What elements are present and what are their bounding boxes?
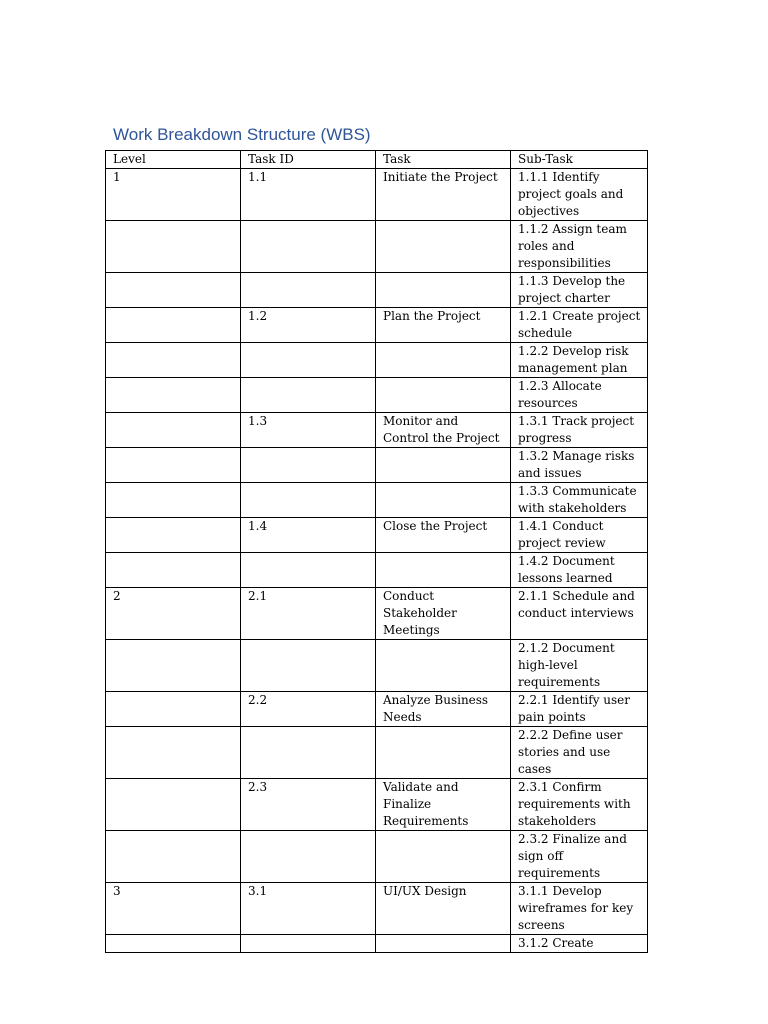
table-row — [106, 518, 648, 553]
table-row — [106, 343, 648, 378]
sub-task-cell: 1.1.2 Assign team roles and responsibilities — [511, 221, 648, 273]
task-cell: UI/UX Design — [376, 883, 511, 935]
table-row — [106, 831, 648, 883]
task-cell — [376, 221, 511, 273]
table-row — [106, 169, 648, 221]
level-cell: 2 — [106, 588, 241, 640]
table-row — [106, 779, 648, 831]
table-row — [106, 308, 648, 343]
table-row — [106, 413, 648, 448]
task-cell — [376, 483, 511, 518]
task-cell — [376, 727, 511, 779]
table-row — [106, 273, 648, 308]
sub-task-cell: 2.1.1 Schedule and conduct interviews — [511, 588, 648, 640]
task-id-cell: 2.3 — [241, 779, 376, 831]
task-cell — [376, 553, 511, 588]
task-id-cell: 1.2 — [241, 308, 376, 343]
wbs-table — [105, 150, 648, 953]
task-id-cell — [241, 343, 376, 378]
level-cell — [106, 273, 241, 308]
task-cell: Conduct Stakeholder Meetings — [376, 588, 511, 640]
sub-task-cell: 1.3.1 Track project progress — [511, 413, 648, 448]
table-row — [106, 221, 648, 273]
task-cell — [376, 640, 511, 692]
task-id-cell — [241, 727, 376, 779]
level-cell — [106, 553, 241, 588]
sub-task-cell: 2.2.2 Define user stories and use cases — [511, 727, 648, 779]
task-cell — [376, 343, 511, 378]
table-row — [106, 588, 648, 640]
task-cell: Validate and Finalize Requirements — [376, 779, 511, 831]
level-cell — [106, 727, 241, 779]
sub-task-cell: 2.3.1 Confirm requirements with stakeholders — [511, 779, 648, 831]
task-id-cell — [241, 831, 376, 883]
task-cell — [376, 378, 511, 413]
task-id-cell — [241, 273, 376, 308]
sub-task-cell: 1.2.1 Create project schedule — [511, 308, 648, 343]
task-id-cell — [241, 553, 376, 588]
task-id-cell — [241, 483, 376, 518]
task-id-cell: 1.3 — [241, 413, 376, 448]
level-cell — [106, 378, 241, 413]
table-row — [106, 640, 648, 692]
table-row — [106, 448, 648, 483]
task-cell: Plan the Project — [376, 308, 511, 343]
sub-task-cell: 1.3.3 Communicate with stakeholders — [511, 483, 648, 518]
sub-task-cell: 1.2.2 Develop risk management plan — [511, 343, 648, 378]
table-row — [106, 883, 648, 935]
sub-task-cell: 1.3.2 Manage risks and issues — [511, 448, 648, 483]
table-row — [106, 483, 648, 518]
task-id-cell — [241, 221, 376, 273]
task-id-cell — [241, 378, 376, 413]
level-cell — [106, 518, 241, 553]
header-sub-task: Sub-Task — [511, 151, 648, 169]
task-cell — [376, 935, 511, 953]
sub-task-cell: 2.2.1 Identify user pain points — [511, 692, 648, 727]
sub-task-cell: 1.2.3 Allocate resources — [511, 378, 648, 413]
header-task-id: Task ID — [241, 151, 376, 169]
level-cell — [106, 779, 241, 831]
table-row — [106, 553, 648, 588]
task-cell: Monitor and Control the Project — [376, 413, 511, 448]
level-cell — [106, 831, 241, 883]
sub-task-cell: 1.1.3 Develop the project charter — [511, 273, 648, 308]
task-id-cell: 2.2 — [241, 692, 376, 727]
level-cell: 1 — [106, 169, 241, 221]
level-cell — [106, 692, 241, 727]
level-cell — [106, 483, 241, 518]
level-cell — [106, 413, 241, 448]
task-id-cell — [241, 448, 376, 483]
level-cell — [106, 308, 241, 343]
task-cell — [376, 448, 511, 483]
sub-task-cell: 2.1.2 Document high-level requirements — [511, 640, 648, 692]
task-id-cell: 2.1 — [241, 588, 376, 640]
task-id-cell: 1.1 — [241, 169, 376, 221]
task-cell — [376, 831, 511, 883]
sub-task-cell: 2.3.2 Finalize and sign off requirements — [511, 831, 648, 883]
table-row — [106, 692, 648, 727]
task-id-cell: 3.1 — [241, 883, 376, 935]
table-row — [106, 935, 648, 953]
table-header-row — [106, 151, 648, 169]
sub-task-cell: 1.4.2 Document lessons learned — [511, 553, 648, 588]
table-row — [106, 378, 648, 413]
level-cell: 3 — [106, 883, 241, 935]
document-title: Work Breakdown Structure (WBS) — [113, 125, 371, 144]
sub-task-cell: 1.1.1 Identify project goals and objectives — [511, 169, 648, 221]
level-cell — [106, 448, 241, 483]
task-id-cell — [241, 935, 376, 953]
sub-task-cell: 3.1.2 Create — [511, 935, 648, 953]
header-task: Task — [376, 151, 511, 169]
task-cell: Analyze Business Needs — [376, 692, 511, 727]
task-id-cell — [241, 640, 376, 692]
level-cell — [106, 343, 241, 378]
sub-task-cell: 3.1.1 Develop wireframes for key screens — [511, 883, 648, 935]
level-cell — [106, 221, 241, 273]
sub-task-cell: 1.4.1 Conduct project review — [511, 518, 648, 553]
header-level: Level — [106, 151, 241, 169]
task-cell: Close the Project — [376, 518, 511, 553]
level-cell — [106, 935, 241, 953]
task-id-cell: 1.4 — [241, 518, 376, 553]
level-cell — [106, 640, 241, 692]
task-cell: Initiate the Project — [376, 169, 511, 221]
table-row — [106, 727, 648, 779]
task-cell — [376, 273, 511, 308]
